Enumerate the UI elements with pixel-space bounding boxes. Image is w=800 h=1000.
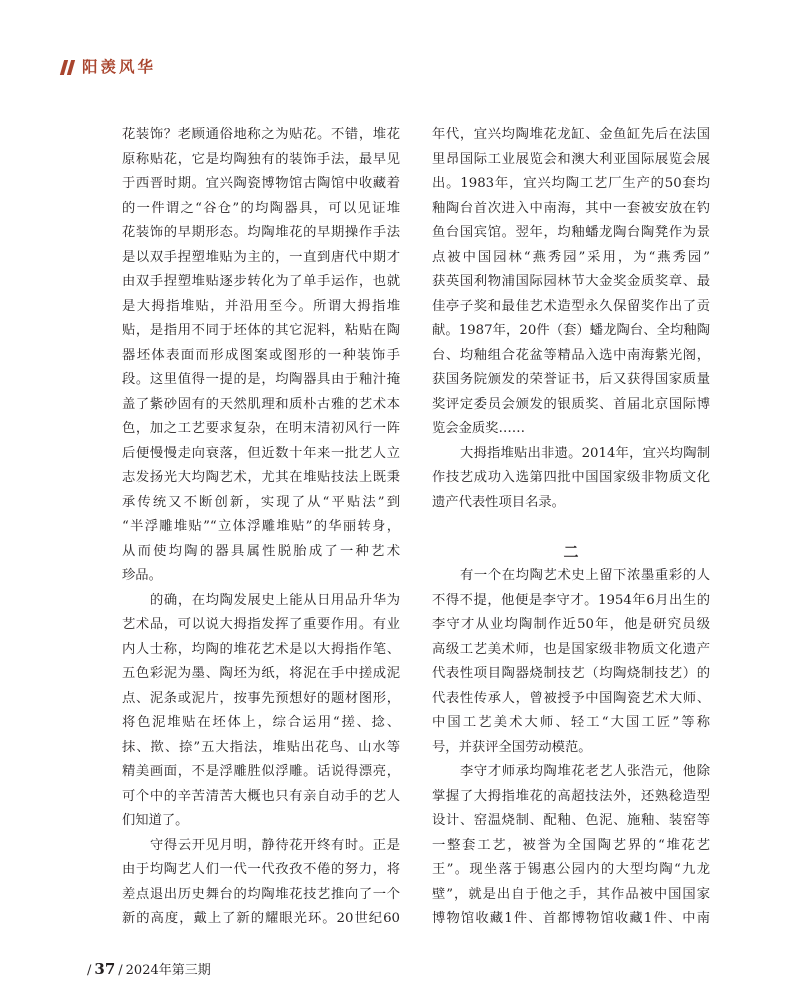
paragraph — [432, 123, 710, 442]
text-line: 年代，宜兴均陶堆花龙缸、金鱼缸先后在法国 — [432, 127, 710, 142]
text-line: 釉陶台首次进入中南海，其中一套被安放在钓 — [432, 200, 710, 216]
text-line: 出。1983年，宜兴均陶工艺厂生产的50套均 — [432, 176, 710, 191]
text-line: 李守才师承均陶堆花老艺人张浩元，他除 — [460, 764, 710, 779]
section-header — [62, 58, 156, 76]
section-name: 阳羡风华 — [82, 58, 157, 76]
text-line: 代表性项目陶器烧制技艺（均陶烧制技艺）的 — [432, 666, 710, 681]
text-line: 台、均釉组合花盆等精品入选中南海紫光阁， — [432, 347, 710, 363]
page-footer — [87, 960, 211, 980]
left-column — [122, 123, 400, 932]
text-line: 们知道了。 — [122, 813, 189, 828]
text-line: 里昂国际工业展览会和澳大利亚国际展览会展 — [432, 151, 710, 167]
text-line: 段。这里值得一提的是，均陶器具由于釉汁掩 — [122, 372, 400, 387]
text-line: 抹、揿、捺”五大指法，堆贴出花鸟、山水等 — [122, 739, 400, 755]
text-line: 获国务院颁发的荣誉证书，后又获得国家质量 — [432, 372, 710, 387]
text-line: 李守才从业均陶制作近50年，他是研究员级 — [432, 617, 710, 632]
text-line: 贴，是指用不同于坯体的其它泥料，粘贴在陶 — [122, 323, 400, 338]
issue-label: 2024年第三期 — [125, 963, 211, 978]
text-line: “半浮雕堆贴”“立体浮雕堆贴”的华丽转身， — [122, 519, 400, 534]
text-line: 五色彩泥为墨、陶坯为纸，将泥在手中搓成泥 — [122, 666, 400, 681]
text-line: 获英国利物浦国际园林节大金奖金质奖章、最 — [432, 274, 710, 289]
text-line: 是以双手捏塑堆贴为主的，一直到唐代中期才 — [122, 249, 400, 265]
text-line: 代表性传承人，曾被授予中国陶瓷艺术大师、 — [432, 690, 710, 706]
text-line: 是大拇指堆贴，并沿用至今。所谓大拇指堆 — [122, 298, 400, 314]
footer-separator: / — [87, 963, 92, 978]
text-line: 将色泥堆贴在坯体上，综合运用“搓、捻、 — [122, 715, 400, 730]
text-line: 器坯体表面而形成图案或图形的一种装饰手 — [122, 347, 400, 363]
text-line: 有一个在均陶艺术史上留下浓墨重彩的人 — [460, 568, 710, 583]
text-line: 中国工艺美术大师、轻工“大国工匠”等称 — [432, 715, 710, 730]
text-line: 博物馆收藏1件、首都博物馆收藏1件、中南 — [432, 911, 710, 926]
text-line: 点被中国园林“燕秀园”采用，为“燕秀园” — [432, 249, 710, 265]
text-line: 原称贴花，它是均陶独有的装饰手法，最早见 — [122, 151, 400, 167]
text-line: 花装饰？老顾通俗地称之为贴花。不错，堆花 — [122, 127, 400, 142]
text-line: 于西晋时期。宜兴陶瓷博物馆古陶馆中收藏着 — [122, 176, 400, 191]
page-number: 37 — [94, 960, 116, 978]
text-line: 大拇指堆贴出非遗。2014年，宜兴均陶制 — [460, 445, 710, 461]
text-line: 作技艺成功入选第四批中国国家级非物质文化 — [432, 470, 710, 485]
text-line: 设计、窑温烧制、配釉、色泥、施釉、装窑等 — [432, 813, 710, 828]
text-line: 遗产代表性项目名录。 — [432, 494, 565, 510]
text-line: 精美画面，不是浮雕胜似浮雕。话说得漂亮， — [122, 764, 400, 779]
text-line: 可个中的辛苦清苦大概也只有亲自动手的艺人 — [122, 788, 400, 804]
text-line: 色，加之工艺要求复杂，在明末清初风行一阵 — [122, 421, 400, 436]
text-line: 奖评定委员会颁发的银质奖、首届北京国际博 — [432, 396, 710, 412]
text-line: 承传统又不断创新，实现了从“平贴法”到 — [122, 494, 400, 510]
text-line: 珍品。 — [122, 568, 162, 583]
paragraph — [122, 589, 400, 834]
section-heading: 二 — [563, 542, 579, 561]
text-line: 新的高度，戴上了新的耀眼光环。20世纪60 — [122, 911, 400, 926]
text-line: 从而使均陶的器具属性脱胎成了一种艺术 — [122, 543, 400, 559]
text-line: 高级工艺美术师，也是国家级非物质文化遗产 — [432, 641, 710, 657]
paragraph — [122, 834, 400, 932]
text-line: 献。1987年，20件（套）蟠龙陶台、全均釉陶 — [432, 323, 710, 338]
text-line: 壁”，就是出自于他之手，其作品被中国国家 — [432, 886, 710, 902]
text-line: 鱼台国宾馆。翌年，均釉蟠龙陶台陶凳作为景 — [432, 225, 710, 240]
text-line: 的一件谓之“谷仓”的均陶器具，可以见证堆 — [122, 200, 400, 216]
text-line: 守得云开见月明，静待花开终有时。正是 — [150, 837, 400, 853]
text-line: 艺术品，可以说大拇指发挥了重要作用。有业 — [122, 617, 400, 632]
text-line: 盖了紫砂固有的天然肌理和质朴古雅的艺术本 — [122, 396, 400, 412]
text-line: 花装饰的早期形态。均陶堆花的早期操作手法 — [122, 225, 400, 240]
text-line: 志发扬光大均陶艺术，尤其在堆贴技法上既秉 — [122, 470, 400, 485]
text-line: 览会金质奖…… — [432, 421, 526, 436]
right-column — [432, 123, 710, 932]
section-mark-icon — [62, 60, 75, 75]
paragraph — [432, 564, 710, 760]
text-line: 差点退出历史舞台的均陶堆花技艺推向了一个 — [122, 886, 400, 902]
text-line: 号，并获评全国劳动模范。 — [432, 739, 592, 755]
text-line: 由双手捏塑堆贴逐步转化为了单手运作，也就 — [122, 274, 400, 289]
text-line: 由于均陶艺人们一代一代孜孜不倦的努力，将 — [122, 862, 400, 877]
text-line: 后便慢慢走向衰落，但近数十年来一批艺人立 — [122, 445, 400, 461]
text-line: 不得不提，他便是李守才。1954年6月出生的 — [432, 592, 710, 608]
text-line: 一整套工艺，被誉为全国陶艺界的“堆花艺 — [432, 837, 710, 853]
text-line: 点、泥条或泥片，按事先预想好的题材图形， — [122, 690, 400, 706]
text-line: 的确，在均陶发展史上能从日用品升华为 — [150, 592, 400, 608]
footer-separator: / — [118, 963, 123, 978]
text-line: 王”。现坐落于锡惠公园内的大型均陶“九龙 — [432, 862, 710, 877]
text-line: 掌握了大拇指堆花的高超技法外，还熟稔造型 — [432, 788, 710, 804]
paragraph — [122, 123, 400, 589]
paragraph — [432, 442, 710, 516]
paragraph — [432, 760, 710, 932]
text-line: 佳亭子奖和最佳艺术造型永久保留奖作出了贡 — [432, 298, 710, 314]
text-line: 内人士称，均陶的堆花艺术是以大拇指作笔、 — [122, 641, 400, 657]
